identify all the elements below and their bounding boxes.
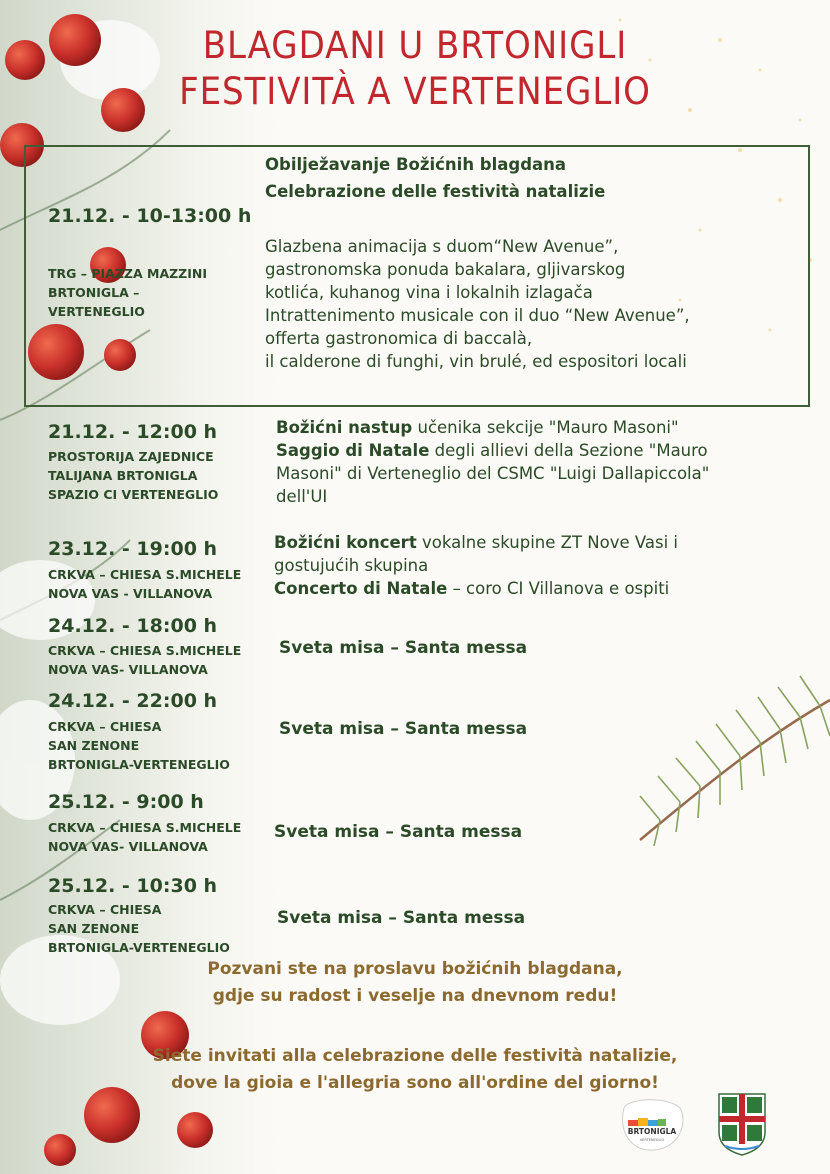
page-title-line2: FESTIVITÀ A VERTENEGLIO <box>179 70 651 113</box>
event-title: Sveta misa – Santa messa <box>279 638 528 658</box>
event-date: 25.12. - 10:30 h <box>48 875 218 897</box>
coat-of-arms-icon <box>717 1092 767 1156</box>
invitation-it-line1: Siete invitati alla celebrazione delle festività natalizie, <box>152 1046 678 1066</box>
event-location: CRKVA – CHIESA S.MICHELE NOVA VAS- VILLANOVA <box>48 820 242 854</box>
featured-heading-hr: Obilježavanje Božićnih blagdana <box>265 155 567 174</box>
event-date: 23.12. - 19:00 h <box>48 538 218 560</box>
event-date: 24.12. - 18:00 h <box>48 615 218 637</box>
featured-date: 21.12. - 10-13:00 h <box>48 205 252 227</box>
event-description: Božićni nastup učenika sekcije "Mauro Masoni" Saggio di Natale degli allievi della Sezione "Mauro Masoni" di Verteneglio del CSMC "Luigi Dallapiccola" dell'UI <box>276 418 710 506</box>
featured-heading-it: Celebrazione delle festività natalizie <box>265 182 606 201</box>
event-location: PROSTORIJA ZAJEDNICE TALIJANA BRTONIGLA SPAZIO CI VERTENEGLIO <box>48 449 219 502</box>
event-date: 25.12. - 9:00 h <box>48 791 204 813</box>
invitation-hr-line2: gdje su radost i veselje na dnevnom redu! <box>212 986 618 1006</box>
event-title: Sveta misa – Santa messa <box>277 908 526 928</box>
featured-description: Glazbena animacija s duom“New Avenue”, gastronomska ponuda bakalara, gljivarskog kotlića, kuhanog vina i lokalnih izlagača Intrattenimento musicale con il duo “New Avenue”, offerta gastronomica di baccalà, il calderone di funghi, vin brulé, ed espositori locali <box>265 237 690 371</box>
event-description: Božićni koncert vokalne skupine ZT Nove Vasi i gostujućih skupina Concerto di Natale – coro CI Villanova e ospiti <box>274 533 679 598</box>
brtonigla-logo <box>618 1094 686 1154</box>
event-location: CRKVA – CHIESA SAN ZENONE BRTONIGLA-VERTENEGLIO <box>48 719 230 772</box>
event-location: CRKVA – CHIESA S.MICHELE NOVA VAS - VILLANOVA <box>48 567 242 601</box>
event-date: 24.12. - 22:00 h <box>48 690 218 712</box>
event-date: 21.12. - 12:00 h <box>48 421 218 443</box>
invitation-it-line2: dove la gioia e l'allegria sono all'ordine del giorno! <box>171 1073 659 1093</box>
invitation-hr-line1: Pozvani ste na proslavu božićnih blagdana, <box>207 959 623 979</box>
svg-text:VERTENEGLIO: VERTENEGLIO <box>639 1138 665 1142</box>
page-title-line1: BLAGDANI U BRTONIGLI <box>202 24 628 67</box>
event-title: Sveta misa – Santa messa <box>279 719 528 739</box>
event-location: CRKVA – CHIESA S.MICHELE NOVA VAS- VILLANOVA <box>48 643 242 677</box>
featured-location: TRG – PIAZZA MAZZINI BRTONIGLA – VERTENEGLIO <box>48 266 208 319</box>
svg-text:BRTONIGLA: BRTONIGLA <box>627 1127 677 1136</box>
event-location: CRKVA – CHIESA SAN ZENONE BRTONIGLA-VERTENEGLIO <box>48 902 230 955</box>
event-title: Sveta misa – Santa messa <box>274 822 523 842</box>
